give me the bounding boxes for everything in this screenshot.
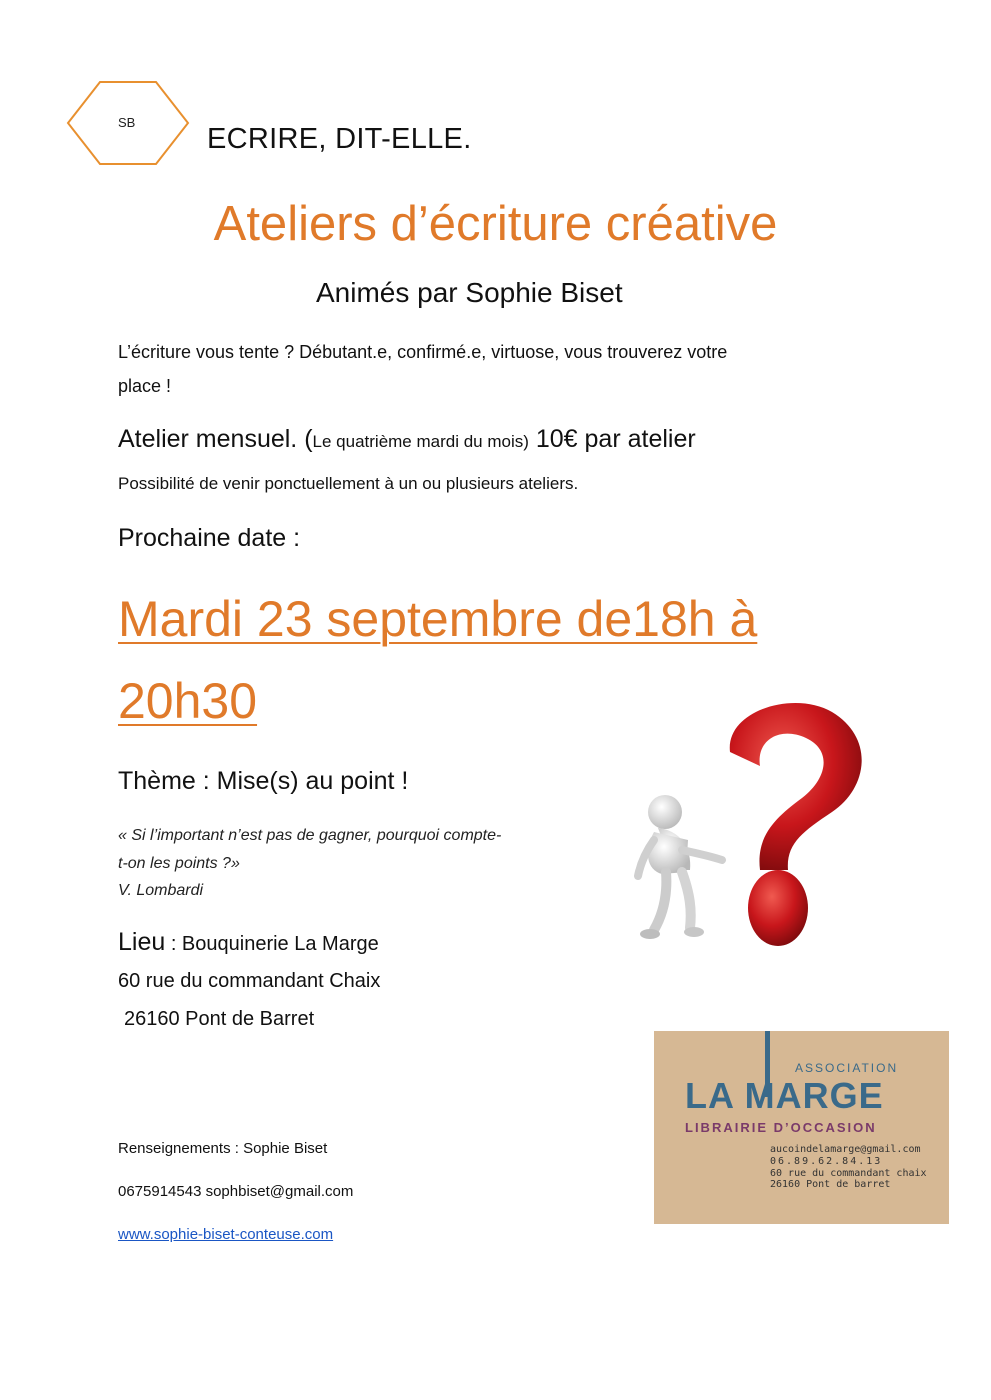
next-date-label: Prochaine date : [118,524,301,552]
logo-address-1: 60 rue du commandant chaix [770,1168,927,1179]
header-title: ECRIRE, DIT-ELLE. [207,123,472,155]
logo-association: ASSOCIATION [795,1061,899,1075]
date-line-1: Mardi 23 septembre de18h à [118,591,758,647]
theme: Thème : Mise(s) au point ! [118,767,409,795]
lieu-value: : Bouquinerie La Marge [165,933,379,955]
quote-line-2: t-on les points ?» [118,855,240,872]
logo-email: aucoindelamarge@gmail.com [770,1144,921,1155]
lieu-label: Lieu [118,928,166,956]
monthly-workshop [118,425,696,454]
website-link[interactable]: www.sophie-biset-conteuse.com [118,1226,334,1243]
logo-subtitle: LIBRAIRIE D’OCCASION [685,1120,877,1135]
logo-initials: SB [118,115,136,130]
logo-address-2: 26160 Pont de barret [770,1179,891,1190]
intro-line-2: place ! [118,376,172,396]
subtitle: Animés par Sophie Biset [316,277,623,308]
possibility-text: Possibilité de venir ponctuellement à un ou plusieurs ateliers. [118,474,579,493]
contact-label: Renseignements : Sophie Biset [118,1140,328,1157]
question-mark-figure-illustration [610,690,870,960]
address-line-1: 60 rue du commandant Chaix [118,970,381,992]
monthly-price: 10€ par atelier [528,425,696,453]
monthly-label: Atelier mensuel. ( [118,425,313,453]
quote-author: V. Lombardi [118,882,204,899]
lieu [118,928,379,957]
la-marge-logo [654,1031,949,1224]
logo-phone: 06.89.62.84.13 [770,1156,883,1167]
address-line-2: 26160 Pont de Barret [124,1008,315,1030]
date-line-2: 20h30 [118,673,258,729]
quote-line-1: « Si l’important n’est pas de gagner, pourquoi compte- [118,827,502,844]
monthly-detail: Le quatrième mardi du mois) [312,432,529,451]
contact-phone-email: 0675914543 sophbiset@gmail.com [118,1183,354,1200]
logo-name: LA MARGE [685,1075,884,1116]
intro-line-1: L’écriture vous tente ? Débutant.e, confirmé.e, virtuose, vous trouverez votre [118,342,728,362]
main-title: Ateliers d’écriture créative [213,197,778,251]
